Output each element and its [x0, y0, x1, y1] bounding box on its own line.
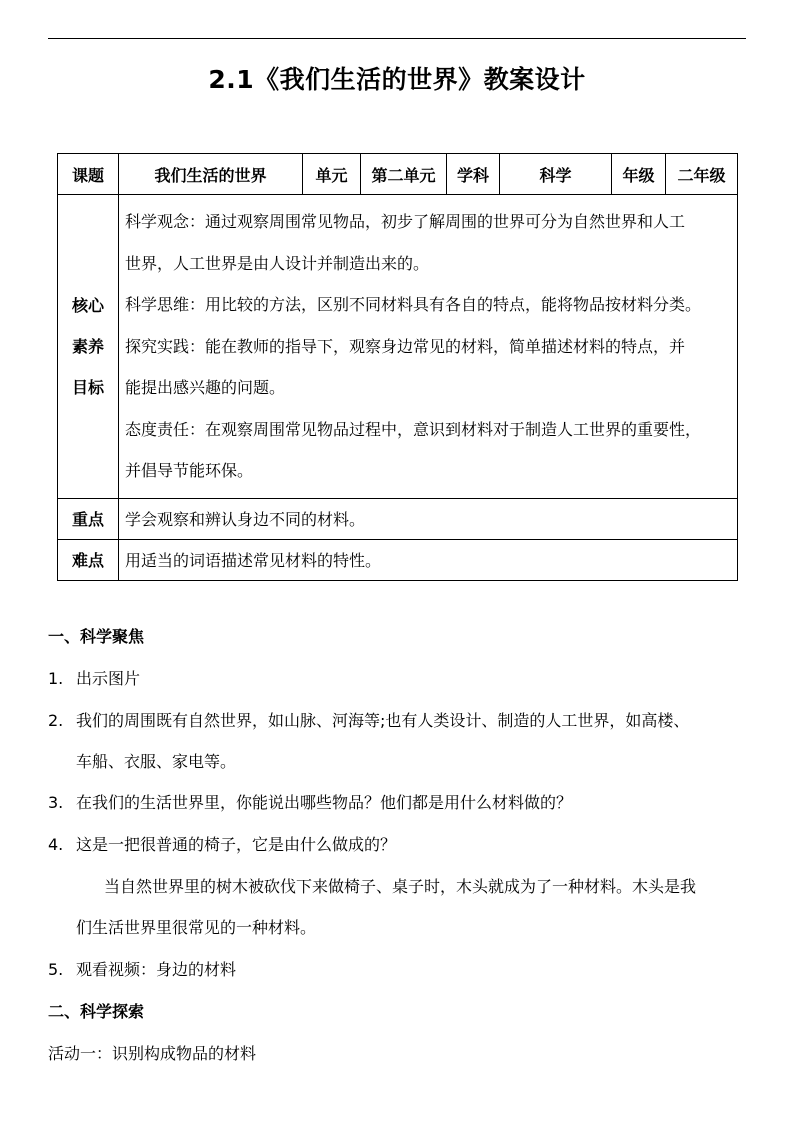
- list-item-continuation: 车船、衣服、家电等。: [76, 752, 237, 771]
- activity-line: 活动一：识别构成物品的材料: [48, 1044, 257, 1063]
- subject-value: 科学: [500, 154, 612, 195]
- core-line: 科学思维：用比较的方法，区别不同材料具有各自的特点，能将物品按材料分类。: [125, 295, 702, 314]
- key-point-row: [58, 498, 738, 539]
- table-header-row: [58, 154, 738, 195]
- core-label-line: 目标: [71, 377, 104, 397]
- section-heading: 一、科学聚焦: [48, 627, 145, 646]
- difficulty-label: 难点: [58, 539, 119, 580]
- list-text: 观看视频：身边的材料: [76, 960, 237, 979]
- section-heading: 二、科学探索: [48, 1002, 145, 1021]
- core-line: 探究实践：能在教师的指导下，观察身边常见的材料，简单描述材料的特点，并: [125, 336, 686, 356]
- key-point-text: 学会观察和辨认身边不同的材料。: [119, 498, 738, 539]
- paragraph-line: 们生活世界里很常见的一种材料。: [76, 918, 317, 937]
- core-line: 态度责任：在观察周围常见物品过程中，意识到材料对于制造人工世界的重要性，: [125, 419, 702, 439]
- core-goals-label: [58, 195, 119, 499]
- grade-value: 二年级: [666, 154, 738, 195]
- list-number: 4.: [48, 835, 64, 854]
- list-text: 我们的周围既有自然世界，如山脉、河海等;也有人类设计、制造的人工世界，如高楼、: [76, 711, 690, 730]
- grade-label: 年级: [612, 154, 666, 195]
- list-text: 在我们的生活世界里，你能说出哪些物品？他们都是用什么材料做的？: [76, 793, 573, 812]
- key-point-label: 重点: [58, 498, 119, 539]
- lesson-info-table: [57, 153, 738, 581]
- paragraph-line: 当自然世界里的树木被砍伐下来做椅子、桌子时，木头就成为了一种材料。木头是我: [104, 877, 697, 896]
- list-item: [48, 790, 572, 813]
- list-number: 5.: [48, 960, 64, 979]
- core-line: 并倡导节能环保。: [125, 461, 254, 480]
- subject-label: 学科: [447, 154, 500, 195]
- list-number: 3.: [48, 793, 64, 812]
- header-rule: [48, 38, 746, 39]
- list-item: [48, 666, 140, 689]
- core-line: 世界，人工世界是由人设计并制造出来的。: [125, 253, 430, 273]
- topic-value: 我们生活的世界: [119, 154, 303, 195]
- list-text: 出示图片: [76, 669, 141, 688]
- list-number: 1.: [48, 669, 64, 688]
- list-item: [48, 708, 689, 731]
- difficulty-row: [58, 539, 738, 580]
- list-item: [48, 832, 396, 855]
- core-label-line: 核心: [71, 295, 104, 315]
- list-text: 这是一把很普通的椅子，它是由什么做成的？: [76, 835, 397, 854]
- core-goals-text: [119, 195, 738, 499]
- list-item: [48, 957, 236, 980]
- core-label-line: 素养: [71, 336, 104, 356]
- unit-label: 单元: [303, 154, 361, 195]
- core-goals-row: [58, 195, 738, 499]
- list-number: 2.: [48, 711, 64, 730]
- core-line: 科学观念：通过观察周围常见物品，初步了解周围的世界可分为自然世界和人工: [125, 212, 686, 231]
- unit-value: 第二单元: [361, 154, 447, 195]
- topic-label: 课题: [58, 154, 119, 195]
- core-line: 能提出感兴趣的问题。: [125, 378, 286, 397]
- difficulty-text: 用适当的词语描述常见材料的特性。: [119, 539, 738, 580]
- page-title: 2.1《我们生活的世界》教案设计: [208, 65, 586, 94]
